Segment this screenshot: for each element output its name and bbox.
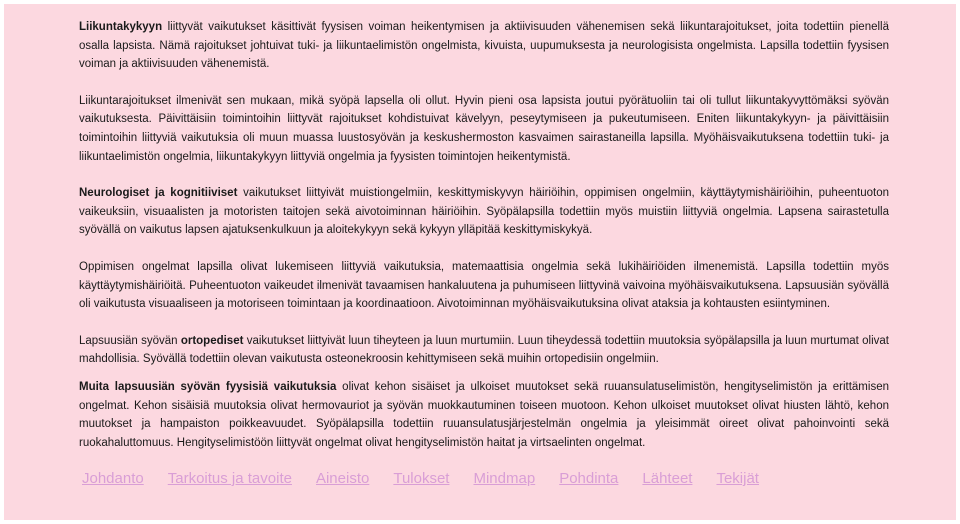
- paragraph-oppiminen: [79, 258, 889, 314]
- bold-term: Neurologiset ja kognitiiviset: [79, 187, 238, 200]
- nav-link-mindmap[interactable]: Mindmap: [473, 470, 536, 487]
- paragraph-liikuntakyky: [79, 18, 889, 74]
- nav-link-johdanto[interactable]: Johdanto: [82, 470, 144, 487]
- bold-term: Liikuntakykyyn: [79, 21, 163, 33]
- paragraph-liikuntarajoitukset: [79, 92, 889, 166]
- paragraph-ortopediset: [79, 332, 889, 369]
- bottom-navigation: [82, 469, 783, 489]
- bold-term: Muita lapsuusiän syövän fyysisiä vaikutuksia: [79, 380, 337, 393]
- nav-link-lahteet[interactable]: Lähteet: [642, 470, 693, 487]
- paragraph-text: liittyvät vaikutukset käsittivät fyysisen voiman heikentymisen ja aktiivisuuden vähenemisen sekä liikuntarajoitukset, joita todettiin pienellä osalla lapsista. Nämä rajoitukset johtuivat tuki- ja liikuntaelimistön ongelmista, kivuista, uupumuksesta ja neurologisista ongelmista. Lapsilla todettiin fyysisen voiman ja aktiivisuuden vähenemistä.: [79, 21, 889, 71]
- article-body: [79, 18, 889, 452]
- nav-link-tekijat[interactable]: Tekijät: [716, 470, 759, 487]
- paragraph-text: olivat kehon sisäiset ja ulkoiset muutokset sekä ruuansulatuselimistön, hengityselimistön ja erittämisen ongelmat. Kehon sisäisiä muutoksia olivat hermovauriot ja syövän muokkautuminen toiseen muotoon. Kehon ulkoiset muutokset olivat hiusten lähtö, kehon muutokset ja hampaiston poikkeavuudet. Syöpälapsilla todettiin ruuansulatusjärjestelmän ongelmia ja yleisimmät oireet olivat pahoinvointi sekä ruokahaluttomuus. Hengityselimistöön liittyvät ongelmat olivat hengityselimistön haitat ja virtsaelinten ongelmat.: [79, 380, 889, 449]
- nav-link-tarkoitus[interactable]: Tarkoitus ja tavoite: [167, 470, 292, 487]
- paragraph-text: vaikutukset liittyivät luun tiheyteen ja luun murtumiin. Luun tiheydessä todettiin muutoksia syöpälapsilla ja luun murtumat olivat mahdollisia. Syövällä todettiin olevan vaikutusta osteonekroosin kehittymiseen sekä muihin ortopedisiin ongelmiin.: [79, 334, 889, 366]
- page-frame: [4, 4, 956, 520]
- nav-link-aineisto[interactable]: Aineisto: [315, 470, 370, 487]
- nav-link-pohdinta[interactable]: Pohdinta: [559, 470, 619, 487]
- paragraph-text: Oppimisen ongelmat lapsilla olivat lukemiseen liittyviä vaikutuksia, matemaattisia ongelmia sekä lukihäiriöiden ilmenemistä. Lapsilla todettiin myös käyttäytymishäiriöitä. Puheentuoton vaikeudet ilmenivät tavaamisen hankaluutena ja puhumiseen liittyvinä vaivoina myöhäisvaikutuksena. Lapsuusiän syövällä oli vaikutusta visuaaliseen ja motoriseen toimintaan ja koordinaatioon. Aivotoiminnan myöhäisvaikutuksina olivat ataksia ja kohtausten esiintyminen.: [79, 260, 889, 311]
- paragraph-text: Lapsuusiän syövän: [79, 334, 181, 347]
- paragraph-text: Liikuntarajoitukset ilmenivät sen mukaan, mikä syöpä lapsella oli ollut. Hyvin pieni osa lapsista joutui pyörätuoliin tai oli tullut liikuntakyvyttömäksi syövän vaikutuksesta. Päivittäisiin toimintoihin liittyvät rajoitukset kohdistuivat kävelyyn, peseytymiseen ja pukeutumiseen. Eniten liikuntakykyyn- ja päivittäisiin toimintoihin liittyviä vaikutuksia oli muun muassa luustosyövän ja keskushermoston kasvaimen sairastaneilla lapsilla. Myöhäisvaikutuksena todettiin tuki- ja liikuntaelimistön ongelmia, liikuntakykyyn liittyviä ongelmia ja fyysisten toimintojen heikentymistä.: [79, 94, 889, 163]
- paragraph-neurologiset: [79, 184, 889, 240]
- paragraph-text: vaikutukset liittyivät muistiongelmiin, keskittymiskyvyn häiriöihin, oppimisen ongelmiin, käyttäytymishäiriöihin, puheentuoton vaikeuksiin, visuaalisten ja motoristen taitojen sekä aivotoiminnan häiriöihin. Syöpälapsilla todettiin myös muistiin liittyviä ongelmia. Lapsena sairastetulla syövällä on vaikutus lapsen ajatuksenkulkuun ja aloitekykyyn sekä kykyyn ylläpitää keskittymiskykyä.: [79, 187, 889, 237]
- nav-link-tulokset[interactable]: Tulokset: [393, 470, 450, 487]
- paragraph-muut-vaikutukset: [79, 378, 889, 452]
- bold-term: ortopediset: [180, 334, 244, 347]
